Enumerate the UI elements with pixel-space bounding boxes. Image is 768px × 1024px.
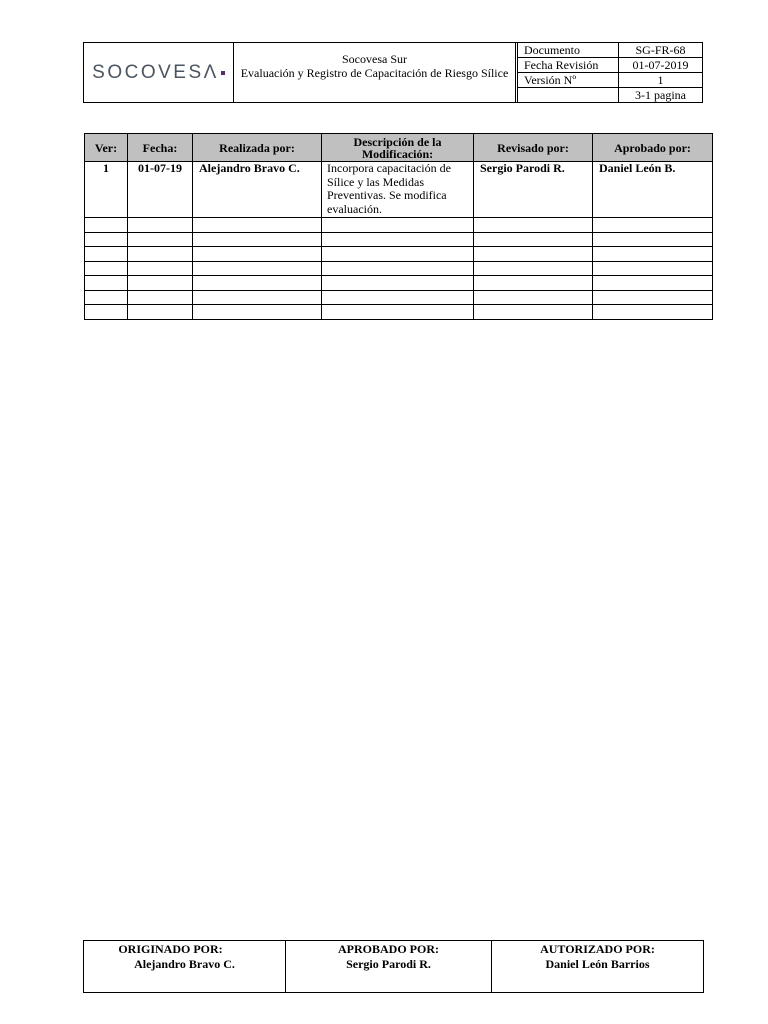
meta-row [518, 43, 703, 58]
table-row-empty [85, 290, 713, 305]
meta-value: 1 [619, 73, 703, 88]
aprobado-name: Sergio Parodi R. [346, 956, 431, 971]
meta-value: SG-FR-68 [619, 43, 703, 58]
autorizado-name: Daniel León Barrios [545, 956, 650, 971]
table-row-empty [85, 305, 713, 320]
autorizado-cell [492, 941, 704, 993]
meta-label [518, 88, 619, 103]
header-fecha: Fecha: [128, 134, 193, 162]
table-row-empty [85, 261, 713, 276]
cell-ver: 1 [85, 162, 128, 218]
table-row-empty [85, 247, 713, 262]
meta-value: 3-1 pagina [619, 88, 703, 103]
cell-revisado: Sergio Parodi R. [474, 162, 593, 218]
cell-aprobado: Daniel León B. [593, 162, 713, 218]
signature-footer [83, 940, 704, 993]
meta-value: 01-07-2019 [619, 58, 703, 73]
table-row-empty [85, 276, 713, 291]
cell-realizada: Alejandro Bravo C. [193, 162, 322, 218]
revisions-table [84, 133, 713, 320]
aprobado-cell [286, 941, 492, 993]
meta-label: Versión Nº [518, 73, 619, 88]
header-title-block [234, 43, 516, 102]
header-revisado: Revisado por: [474, 134, 593, 162]
originado-label: ORIGINADO POR: [118, 942, 223, 956]
header-descripcion: Descripción de la Modificación: [322, 134, 474, 162]
header-realizada: Realizada por: [193, 134, 322, 162]
autorizado-label: AUTORIZADO POR: [540, 942, 655, 956]
aprobado-label: APROBADO POR: [338, 942, 439, 956]
header-aprobado: Aprobado por: [593, 134, 713, 162]
originado-cell [84, 941, 286, 993]
table-row-empty [85, 232, 713, 247]
document-title: Evaluación y Registro de Capacitación de Riesgo Sílice [240, 65, 509, 80]
table-row-empty [85, 218, 713, 233]
cell-fecha: 01-07-19 [128, 162, 193, 218]
logo-square-icon [221, 71, 225, 75]
originado-name: Alejandro Bravo C. [134, 956, 235, 971]
company-name: Socovesa Sur [342, 52, 407, 66]
logo-text: SOCOVESΛ [92, 61, 219, 83]
cell-descripcion: Incorpora capacitación de Sílice y las Medidas Preventivas. Se modifica evaluación. [322, 162, 474, 218]
table-row [85, 162, 713, 218]
meta-label: Fecha Revisión [518, 58, 619, 73]
table-header-row [85, 134, 713, 162]
meta-row [518, 58, 703, 73]
document-meta [517, 43, 702, 102]
meta-label: Documento [518, 43, 619, 58]
header-ver: Ver: [85, 134, 128, 162]
meta-row [518, 88, 703, 103]
company-logo [84, 43, 234, 102]
meta-row [518, 73, 703, 88]
document-header [83, 42, 703, 103]
